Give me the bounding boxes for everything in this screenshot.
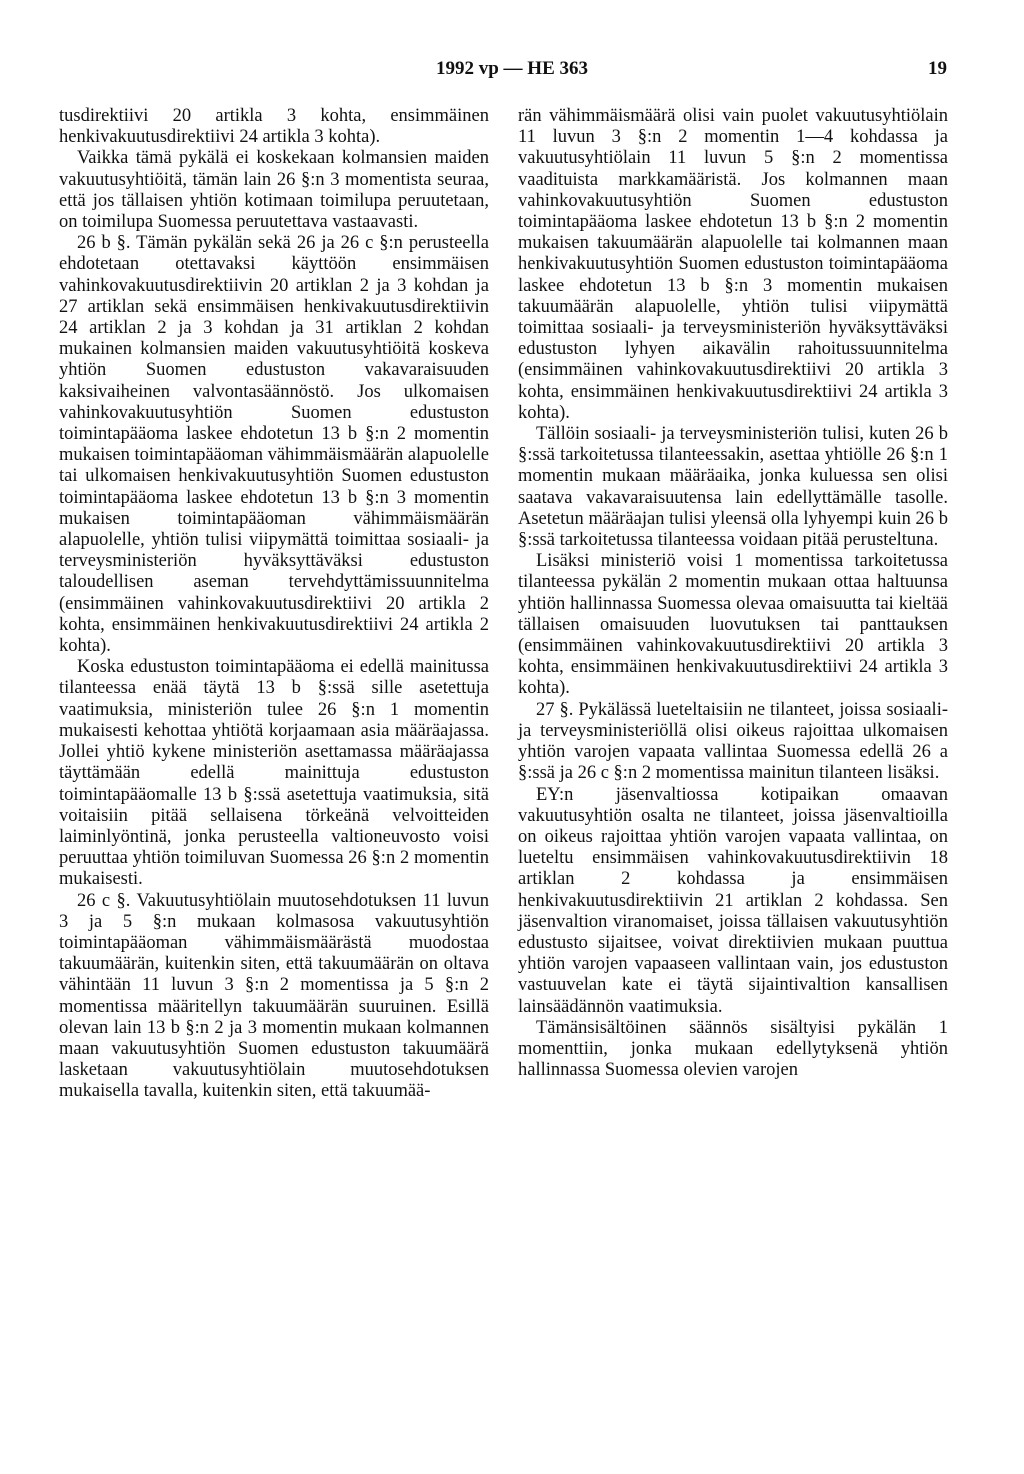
right-paragraph-2: Tällöin sosiaali- ja terveysministeriön tulisi, kuten 26 b §:ssä tarkoitetussa tilanteessakin, asettaa yhtiölle 26 §:n 1 momentin mukaan määräaika, jonka kuluessa sen olisi saatava vakavaraisuutensa lain edellyttämälle tasolle. Asetetun määräajan tulisi yleensä olla lyhyempi kuin 26 b §:ssä tarkoitetussa tilanteessa voidaan pitää perusteltuna. bbox=[518, 424, 948, 551]
left-paragraph-1: tusdirektiivi 20 artikla 3 kohta, ensimmäinen henkivakuutusdirektiivi 24 artikla 3 kohta). bbox=[59, 106, 489, 148]
header-title: 1992 vp — HE 363 bbox=[435, 58, 589, 79]
page-header bbox=[0, 58, 1024, 86]
right-paragraph-3: Lisäksi ministeriö voisi 1 momentissa tarkoitetussa tilanteessa pykälän 2 momentin mukaan ottaa haltuunsa yhtiön hallinnassa Suomessa olevaa omaisuutta tai kieltää tällaisen omaisuuden luovutuksen tai panttauksen (ensimmäinen vahinkovakuutusdirektiivi 20 artikla 3 kohta, ensimmäinen henkivakuutusdirektiivi 24 artikla 3 kohta). bbox=[518, 551, 948, 699]
left-paragraph-4: Koska edustuston toimintapääoma ei edellä mainitussa tilanteessa enää täytä 13 b §:ssä sille asetettuja vaatimuksia, ministeriön tulee 26 §:n 1 momentin mukaisesti kehottaa yhtiötä korjaamaan asia määräajassa. Jollei yhtiö kykene ministeriön asettamassa määräajassa täyttämään edellä mainittuja edustuston toimintapääomalle 13 b §:ssä asetettuja vaatimuksia, sitä voitaisiin pitää sellaisena törkeänä velvoitteiden laiminlyöntinä, jonka perusteella valtioneuvosto voisi peruuttaa yhtiön toimiluvan Suomessa 26 §:n 2 momentin mukaisesti. bbox=[59, 657, 489, 890]
right-paragraph-1: rän vähimmäismäärä olisi vain puolet vakuutusyhtiölain 11 luvun 3 §:n 2 momentin 1—4 kohdassa ja vakuutusyhtiölain 11 luvun 5 §:n 2 momentissa vaadituista markkamääristä. Jos kolmannen maan vahinkovakuutusyhtiön Suomen edustuston toimintapääoma laskee ehdotetun 13 b §:n 2 momentin mukaisen takuumäärän alapuolelle tai kolmannen maan henkivakuutusyhtiön Suomen edustuston toimintapääoma laskee ehdotetun 13 b §:n 3 momentin mukaisen takuumäärän alapuolelle, yhtiön tulisi viipymättä toimittaa sosiaali- ja terveysministeriön hyväksyttäväksi edustuston lyhyen aikavälin rahoitussuunnitelma (ensimmäinen vahinkovakuutusdirektiivi 20 artikla 3 kohta, ensimmäinen henkivakuutusdirektiivi 24 artikla 3 kohta). bbox=[518, 106, 948, 423]
left-paragraph-3: 26 b §. Tämän pykälän sekä 26 ja 26 c §:n perusteella ehdotetaan otettavaksi käyttöön ensimmäisen vahinkovakuutusdirektiivin 20 artiklan 2 ja 3 kohdan ja 27 artiklan sekä ensimmäisen henkivakuutusdirektiivin 24 artiklan 2 ja 3 kohdan ja 31 artiklan 2 kohdan mukainen kolmansien maiden vakuutusyhtiöitä koskeva yhtiön Suomen edustuston vakavaraisuuden kaksivaiheinen valvontasäännöstö. Jos ulkomaisen vahinkovakuutusyhtiön Suomen edustuston toimintapääoma laskee ehdotetun 13 b §:n 2 momentin mukaisen toimintapääoman vähimmäismäärän alapuolelle tai ulkomaisen henkivakuutusyhtiön Suomen edustuston toimintapääoma laskee ehdotetun 13 b §:n 3 momentin mukaisen toimintapääoman vähimmäismäärän alapuolelle, yhtiön tulisi viipymättä toimittaa sosiaali- ja terveysministeriön hyväksyttäväksi edustuston taloudellisen aseman tervehdyttämissuunnitelma (ensimmäinen vahinkovakuutusdirektiivi 20 artikla 2 kohta, ensimmäinen henkivakuutusdirektiivi 24 artikla 2 kohta). bbox=[59, 233, 489, 657]
page-number: 19 bbox=[928, 58, 947, 79]
right-paragraph-6: Tämänsisältöinen säännös sisältyisi pykälän 1 momenttiin, jonka mukaan edellytyksenä yhtiön hallinnassa Suomessa olevien varojen bbox=[518, 1017, 948, 1081]
left-paragraph-2: Vaikka tämä pykälä ei koskekaan kolmansien maiden vakuutusyhtiöitä, tämän lain 26 §:n 3 momentista seuraa, että jos tällaisen yhtiön kotimaan toimilupa peruutetaan, on toimilupa Suomessa peruutettava vastaavasti. bbox=[59, 148, 489, 233]
left-paragraph-5: 26 c §. Vakuutusyhtiölain muutosehdotuksen 11 luvun 3 ja 5 §:n mukaan kolmasosa vakuutusyhtiön toimintapääoman vähimmäismäärästä muodostaa takuumäärän, kuitenkin siten, että takuumäärän on oltava vähintään 11 luvun 3 §:n 2 momentissa ja 5 §:n 2 momentissa määritellyn takuumäärän suuruinen. Esillä olevan lain 13 b §:n 2 ja 3 momentin mukaan kolmannen maan vakuutusyhtiön Suomen edustuston takuumäärä lasketaan vakuutusyhtiölain muutosehdotuksen mukaisella tavalla, kuitenkin siten, että takuumää- bbox=[59, 890, 489, 1102]
left-column bbox=[59, 106, 489, 1103]
right-paragraph-4: 27 §. Pykälässä lueteltaisiin ne tilanteet, joissa sosiaali- ja terveysministeriöllä olisi oikeus rajoittaa ulkomaisen yhtiön varojen vapaata vallintaa Suomessa edellä 26 a §:ssä ja 26 c §:n 2 momentissa mainitun tilanteen lisäksi. bbox=[518, 699, 948, 784]
right-column bbox=[518, 106, 948, 1081]
right-paragraph-5: EY:n jäsenvaltiossa kotipaikan omaavan vakuutusyhtiön osalta ne tilanteet, joissa jäsenvaltioilla on oikeus rajoittaa yhtiön varojen vapaata vallintaa, on lueteltu ensimmäisen vahinkovakuutusdirektiivin 18 artiklan 2 kohdassa ja ensimmäisen henkivakuutusdirektiivin 21 artiklan 2 kohdassa. Sen jäsenvaltion viranomaiset, joissa tällaisen vakuutusyhtiön edustusto sijaitsee, voivat direktiivien mukaan puuttua yhtiön varojen vapaaseen vallintaan vain, jos edustuston vastuuvelan kate ei täytä sijaintivaltion kansallisen lainsäädännön vaatimuksia. bbox=[518, 784, 948, 1017]
